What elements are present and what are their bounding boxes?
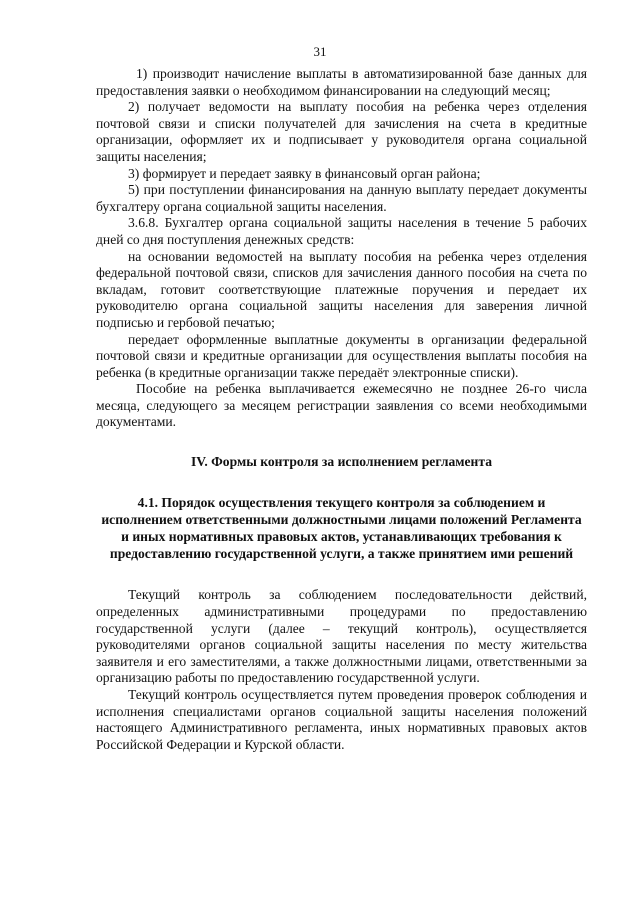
section-heading: IV. Формы контроля за исполнением регламента <box>190 454 493 470</box>
subsection-heading: 4.1. Порядок осуществления текущего контроля за соблюдением и исполнением ответственными должностными лицами положений Регламента и иных нормативных правовых актов, устанавливающих требования к предоставлению государственной услуги, а также принятием ими решений <box>101 494 582 562</box>
paragraph: передает оформленные выплатные документы в организации федеральной почтовой связи и кредитные организации для осуществления выплаты пособия на ребенка (в кредитные организации также передаёт электронные списки). <box>96 331 587 380</box>
page-number: 31 <box>313 44 327 59</box>
paragraph: Текущий контроль осуществляется путем проведения проверок соблюдения и исполнения специалистами органов социальной защиты населения положений настоящего Административного регламента, иных нормативных правовых актов Российской Федерации и Курской области. <box>96 687 587 752</box>
paragraph: 3) формирует и передает заявку в финансовый орган района; <box>128 165 481 181</box>
paragraph: 3.6.8. Бухгалтер органа социальной защиты населения в течение 5 рабочих дней со дня поступления денежных средств: <box>96 215 587 247</box>
page-body <box>96 66 587 753</box>
paragraph: 2) получает ведомости на выплату пособия на ребенка через отделения почтовой связи и списки получателей для зачисления на счета в кредитные организации, оформляет их и подписывает у руководителя органа социальной защиты населения; <box>96 99 587 164</box>
paragraph: Пособие на ребенка выплачивается ежемесячно не позднее 26-го числа месяца, следующего за месяцем регистрации заявления со всеми необходимыми документами. <box>96 381 587 430</box>
paragraph: 1) производит начисление выплаты в автоматизированной базе данных для предоставления заявки о необходимом финансировании на следующий месяц; <box>96 66 587 98</box>
paragraph: на основании ведомостей на выплату пособия на ребенка через отделения федеральной почтовой связи, списков для зачисления данного пособия на счета по вкладам, готовит соответствующие платежные поручения и передает их руководителю органа социальной защиты населения для заверения личной подписью и гербовой печатью; <box>96 248 587 330</box>
paragraph: Текущий контроль за соблюдением последовательности действий, определенных административными процедурами по предоставлению государственной услуги (далее – текущий контроль), осуществляется руководителями органов социальной защиты населения по месту жительства заявителя и его заместителями, а также должностными лицами, ответственными за организацию работы по предоставлению государственной услуги. <box>96 587 587 686</box>
paragraph: 5) при поступлении финансирования на данную выплату передает документы бухгалтеру органа социальной защиты населения. <box>96 182 587 214</box>
